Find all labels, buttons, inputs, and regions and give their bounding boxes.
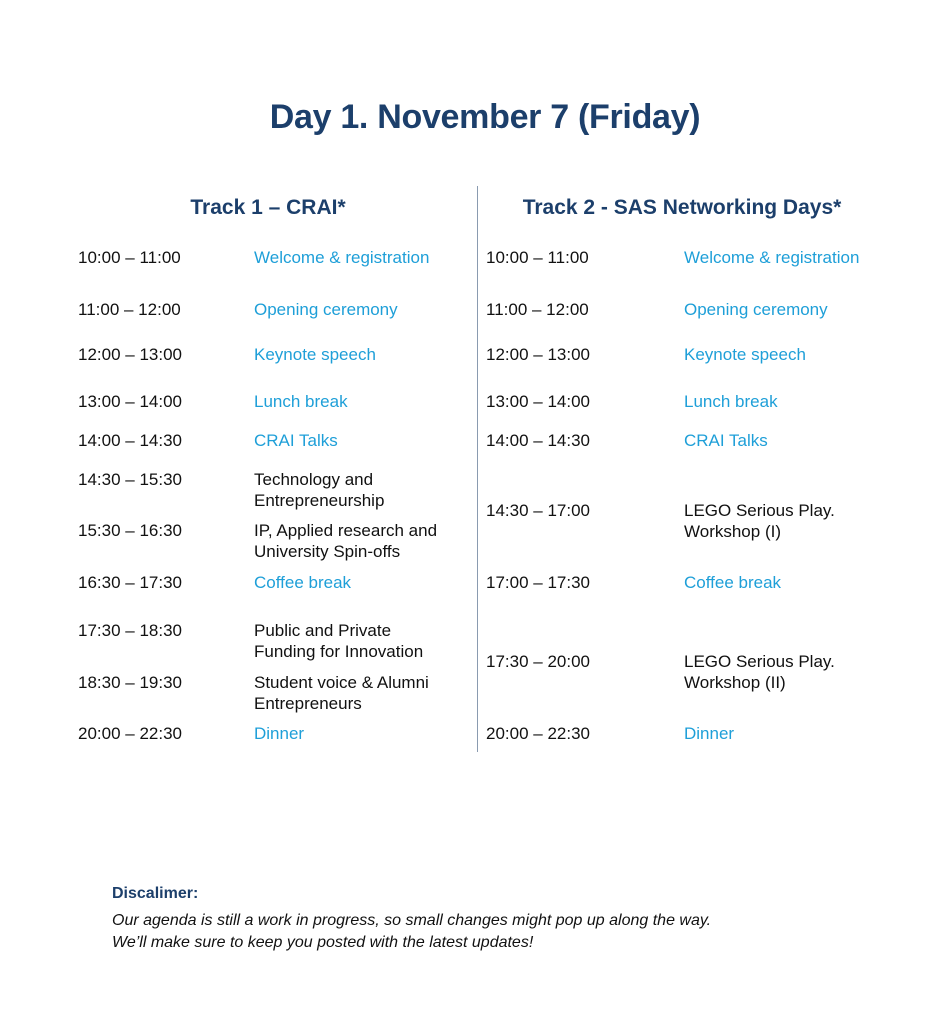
track1-time: 16:30 – 17:30 bbox=[78, 573, 182, 592]
track2-time: 14:30 – 17:00 bbox=[486, 501, 590, 520]
disclaimer-line: Our agenda is still a work in progress, so small changes might pop up along the way. bbox=[112, 912, 712, 929]
track1-time: 14:00 – 14:30 bbox=[78, 431, 182, 450]
disclaimer-text bbox=[112, 910, 832, 954]
track2-time: 12:00 – 13:00 bbox=[486, 345, 590, 364]
track2-time: 17:00 – 17:30 bbox=[486, 573, 590, 592]
track1-time: 15:30 – 16:30 bbox=[78, 521, 182, 540]
track2-time: 20:00 – 22:30 bbox=[486, 724, 590, 743]
disclaimer-line: We’ll make sure to keep you posted with the latest updates! bbox=[112, 934, 534, 951]
track2-event: Lunch break bbox=[684, 392, 778, 411]
track1-time: 13:00 – 14:00 bbox=[78, 392, 182, 411]
track2-event: CRAI Talks bbox=[684, 431, 768, 450]
track1-event: Student voice & Alumni Entrepreneurs bbox=[254, 673, 429, 713]
track2-time: 13:00 – 14:00 bbox=[486, 392, 590, 411]
track1-event: Technology and Entrepreneurship bbox=[254, 470, 385, 510]
track-divider bbox=[477, 186, 478, 752]
track2-event: Coffee break bbox=[684, 573, 782, 592]
track2-event: Welcome & registration bbox=[684, 248, 860, 267]
track1-time: 17:30 – 18:30 bbox=[78, 621, 182, 640]
track1-time: 10:00 – 11:00 bbox=[78, 248, 181, 267]
track1-event: IP, Applied research and University Spin-offs bbox=[254, 521, 438, 561]
track2-time: 17:30 – 20:00 bbox=[486, 652, 590, 671]
track1-time: 20:00 – 22:30 bbox=[78, 724, 182, 743]
track1-event: Welcome & registration bbox=[254, 248, 430, 267]
track1-title: Track 1 – CRAI* bbox=[190, 196, 346, 219]
track2-event: Opening ceremony bbox=[684, 300, 828, 319]
track2-event: LEGO Serious Play. Workshop (I) bbox=[684, 501, 835, 541]
track1-event: CRAI Talks bbox=[254, 431, 338, 450]
track1-event: Dinner bbox=[254, 724, 305, 743]
track1-event: Keynote speech bbox=[254, 345, 376, 364]
disclaimer-title: Discalimer: bbox=[112, 885, 199, 902]
track2-time: 10:00 – 11:00 bbox=[486, 248, 589, 267]
track1-time: 18:30 – 19:30 bbox=[78, 673, 182, 692]
track1-event: Lunch break bbox=[254, 392, 348, 411]
track2-title: Track 2 - SAS Networking Days* bbox=[522, 196, 842, 219]
track1-event: Coffee break bbox=[254, 573, 352, 592]
track2-event: Keynote speech bbox=[684, 345, 806, 364]
track1-event: Public and Private Funding for Innovation bbox=[254, 621, 424, 661]
track2-event: Dinner bbox=[684, 724, 735, 743]
track2-time: 11:00 – 12:00 bbox=[486, 300, 589, 319]
track2-time: 14:00 – 14:30 bbox=[486, 431, 590, 450]
track1-time: 14:30 – 15:30 bbox=[78, 470, 182, 489]
track1-event: Opening ceremony bbox=[254, 300, 398, 319]
track2-event: LEGO Serious Play. Workshop (II) bbox=[684, 652, 835, 692]
track1-time: 11:00 – 12:00 bbox=[78, 300, 181, 319]
track1-time: 12:00 – 13:00 bbox=[78, 345, 182, 364]
page-title: Day 1. November 7 (Friday) bbox=[269, 98, 701, 136]
